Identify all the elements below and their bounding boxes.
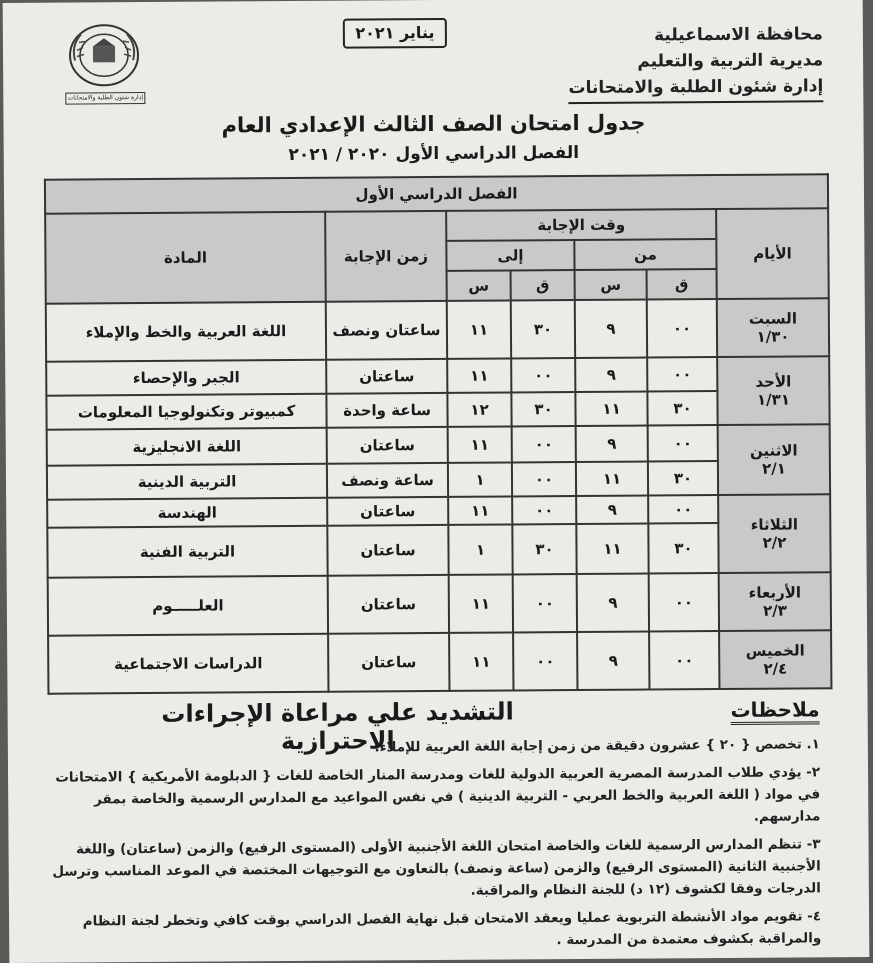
to-header: إلى xyxy=(446,240,574,271)
day-cell xyxy=(718,424,830,495)
note-item: ٣- تنظم المدارس الرسمية للغات والخاصة امتحان اللغة الأجنبية الأولى (المستوى الرفيع) والزمن (ساعتان) واللغة الأجنبية الثانية (المستوى الرفيع) والزمن (ساعة ونصف) بالتعاون مع التوجيهات المختصة في الموعد المناسب وترسل الدرجات وفقا لكشوف (١٢ د) للجنة النظام والمراقبة. xyxy=(52,836,821,899)
table-row xyxy=(46,390,829,429)
table-row xyxy=(47,460,830,499)
day-date: ١/٣٠ xyxy=(756,327,790,346)
from-hour-cell: ١١ xyxy=(575,392,647,427)
to-hour-cell: ١٢ xyxy=(447,392,511,426)
to-hour-cell: ١١ xyxy=(447,300,511,358)
from-hour-cell: ٩ xyxy=(577,632,649,691)
duration-cell: ساعتان xyxy=(327,427,448,464)
day-name: السبت xyxy=(748,309,797,328)
to-minute-cell: ٠٠ xyxy=(513,632,577,690)
duration-cell: ساعتان xyxy=(328,575,449,634)
duration-cell: ساعتان xyxy=(328,633,449,692)
notes-header xyxy=(730,697,819,725)
day-date: ٢/٤ xyxy=(763,659,788,678)
table-row xyxy=(47,424,830,465)
to-minute-cell: ٣٠ xyxy=(511,300,575,358)
from-minute-cell: ٠٠ xyxy=(648,425,718,461)
to-minute-cell: ٣٠ xyxy=(511,392,575,426)
to-minute-cell: ٠٠ xyxy=(512,462,576,496)
day-name: الاثنين xyxy=(749,441,798,460)
ministry-logo-icon xyxy=(63,20,145,91)
duration-header: زمن الإجابة xyxy=(325,211,447,302)
answer-time-header: وقت الإجابة xyxy=(446,209,716,241)
term-header xyxy=(45,174,828,213)
subject-cell: اللغة الانجليزية xyxy=(47,428,327,466)
from-minute-cell: ٣٠ xyxy=(647,391,717,425)
table-row xyxy=(46,356,829,395)
day-cell xyxy=(719,630,831,689)
from-hour-cell: ٩ xyxy=(576,426,648,463)
duration-cell: ساعتان ونصف xyxy=(326,301,447,360)
day-cell xyxy=(718,494,831,573)
from-minute-cell: ٠٠ xyxy=(649,631,719,689)
from-hour-cell: ٩ xyxy=(577,574,649,633)
page-subtitle: الفصل الدراسي الأول ٢٠٢٠ / ٢٠٢١ xyxy=(288,142,580,166)
subject-cell: كمبيوتر وتكنولوجيا المعلومات xyxy=(46,394,326,430)
to-minute-cell: ٠٠ xyxy=(512,426,576,462)
table-row xyxy=(48,572,831,635)
note-item: ١. تخصص { ٢٠ } عشرون دقيقة من زمن إجابة اللغة العربية للإملاء. xyxy=(374,736,820,756)
schedule-body xyxy=(46,298,832,693)
note-item: ٤- تقويم مواد الأنشطة التربوية عمليا ويعقد الامتحان قبل نهاية الفصل الدراسي بوقت كافي وتخطر لجنة النظام والمراقبة بكشوف معتمدة من المدرسة . xyxy=(82,908,822,949)
subject-cell: الجبر والإحصاء xyxy=(46,360,326,396)
authority-line: محافظة الاسماعيلية xyxy=(654,24,823,46)
authority-line: إدارة شئون الطلبة والامتحانات xyxy=(568,73,823,104)
day-name: الخميس xyxy=(745,641,805,660)
from-minute-cell: ٠٠ xyxy=(648,495,718,523)
table-row xyxy=(47,522,830,577)
from-hour-cell: ١١ xyxy=(576,462,648,497)
subject-cell: العلـــــوم xyxy=(48,576,328,636)
duration-cell: ساعة ونصف xyxy=(327,463,448,498)
subject-cell: اللغة العربية والخط والإملاء xyxy=(46,302,326,362)
minute-header: ق xyxy=(647,269,717,299)
to-minute-cell: ٣٠ xyxy=(512,524,576,574)
to-hour-cell: ١١ xyxy=(448,496,512,524)
page-title: جدول امتحان الصف الثالث الإعدادي العام xyxy=(221,110,646,138)
day-date: ٢/٢ xyxy=(762,533,787,552)
to-minute-cell: ٠٠ xyxy=(513,574,577,632)
from-minute-cell: ٠٠ xyxy=(647,357,717,391)
notes-list xyxy=(30,733,822,961)
from-minute-cell: ٠٠ xyxy=(647,299,717,357)
from-minute-cell: ٣٠ xyxy=(648,523,718,573)
day-cell xyxy=(717,298,829,357)
from-header: من xyxy=(574,239,716,270)
issuing-authority xyxy=(568,21,823,104)
from-minute-cell: ٠٠ xyxy=(649,573,719,631)
from-hour-cell: ١١ xyxy=(576,524,648,575)
to-hour-cell: ١١ xyxy=(449,632,513,690)
precautions-emphasis: التشديد علي مراعاة الإجراءات الاحترازية xyxy=(161,697,514,756)
from-hour-cell: ٩ xyxy=(576,496,648,525)
subject-cell: الهندسة xyxy=(47,498,327,528)
from-minute-cell: ٣٠ xyxy=(648,461,718,495)
minute-header: ق xyxy=(511,270,575,300)
exam-schedule-table xyxy=(44,173,833,694)
to-hour-cell: ١ xyxy=(448,524,512,574)
day-date: ٢/٣ xyxy=(762,601,787,620)
to-minute-cell: ٠٠ xyxy=(511,358,575,392)
to-minute-cell: ٠٠ xyxy=(512,496,576,524)
day-name: الأربعاء xyxy=(748,583,802,602)
hour-header: س xyxy=(575,270,647,301)
day-name: الأحد xyxy=(755,372,792,391)
date-badge: يناير ٢٠٢١ xyxy=(343,18,447,49)
day-name: الثلاثاء xyxy=(750,515,799,534)
to-hour-cell: ١١ xyxy=(447,358,511,392)
day-cell xyxy=(719,572,831,631)
from-hour-cell: ٩ xyxy=(575,300,647,359)
hour-header: س xyxy=(447,270,511,300)
subject-cell: التربية الفنية xyxy=(47,526,327,578)
header xyxy=(3,15,864,111)
term-label: الفصل الدراسي الأول xyxy=(355,184,518,204)
days-header: الأيام xyxy=(716,208,829,299)
duration-cell: ساعة واحدة xyxy=(326,393,447,428)
to-hour-cell: ١١ xyxy=(448,426,512,462)
subject-header: المادة xyxy=(45,212,326,304)
table-row xyxy=(46,298,829,361)
authority-line: مديرية التربية والتعليم xyxy=(637,50,824,72)
document-page xyxy=(3,0,870,963)
day-date: ١/٣١ xyxy=(756,390,791,409)
notes-label: ملاحظات xyxy=(730,697,819,725)
duration-cell: ساعتان xyxy=(327,525,448,576)
day-date: ٢/١ xyxy=(761,459,786,478)
note-item: ٢- يؤدي طلاب المدرسة المصرية العربية الدولية للغات ومدرسة المنار الخاصة للغات { الدبلومة الأمريكية } الامتحانات في مواد ( اللغة العربية والخط العربي - التربية الدينية ) في نفس المواعيد مع المدارس الرسمية والخاصة بمقر مدارسهم. xyxy=(55,764,821,825)
day-cell xyxy=(717,356,829,425)
table-row xyxy=(48,630,831,693)
subject-cell: التربية الدينية xyxy=(47,464,327,500)
duration-cell: ساعتان xyxy=(327,497,448,526)
to-hour-cell: ١١ xyxy=(449,574,513,632)
from-hour-cell: ٩ xyxy=(575,358,647,393)
to-hour-cell: ١ xyxy=(448,462,512,496)
duration-cell: ساعتان xyxy=(326,359,447,394)
subject-cell: الدراسات الاجتماعية xyxy=(48,634,328,694)
logo-caption: إدارة شئون الطلبة والامتحانات xyxy=(65,92,145,105)
